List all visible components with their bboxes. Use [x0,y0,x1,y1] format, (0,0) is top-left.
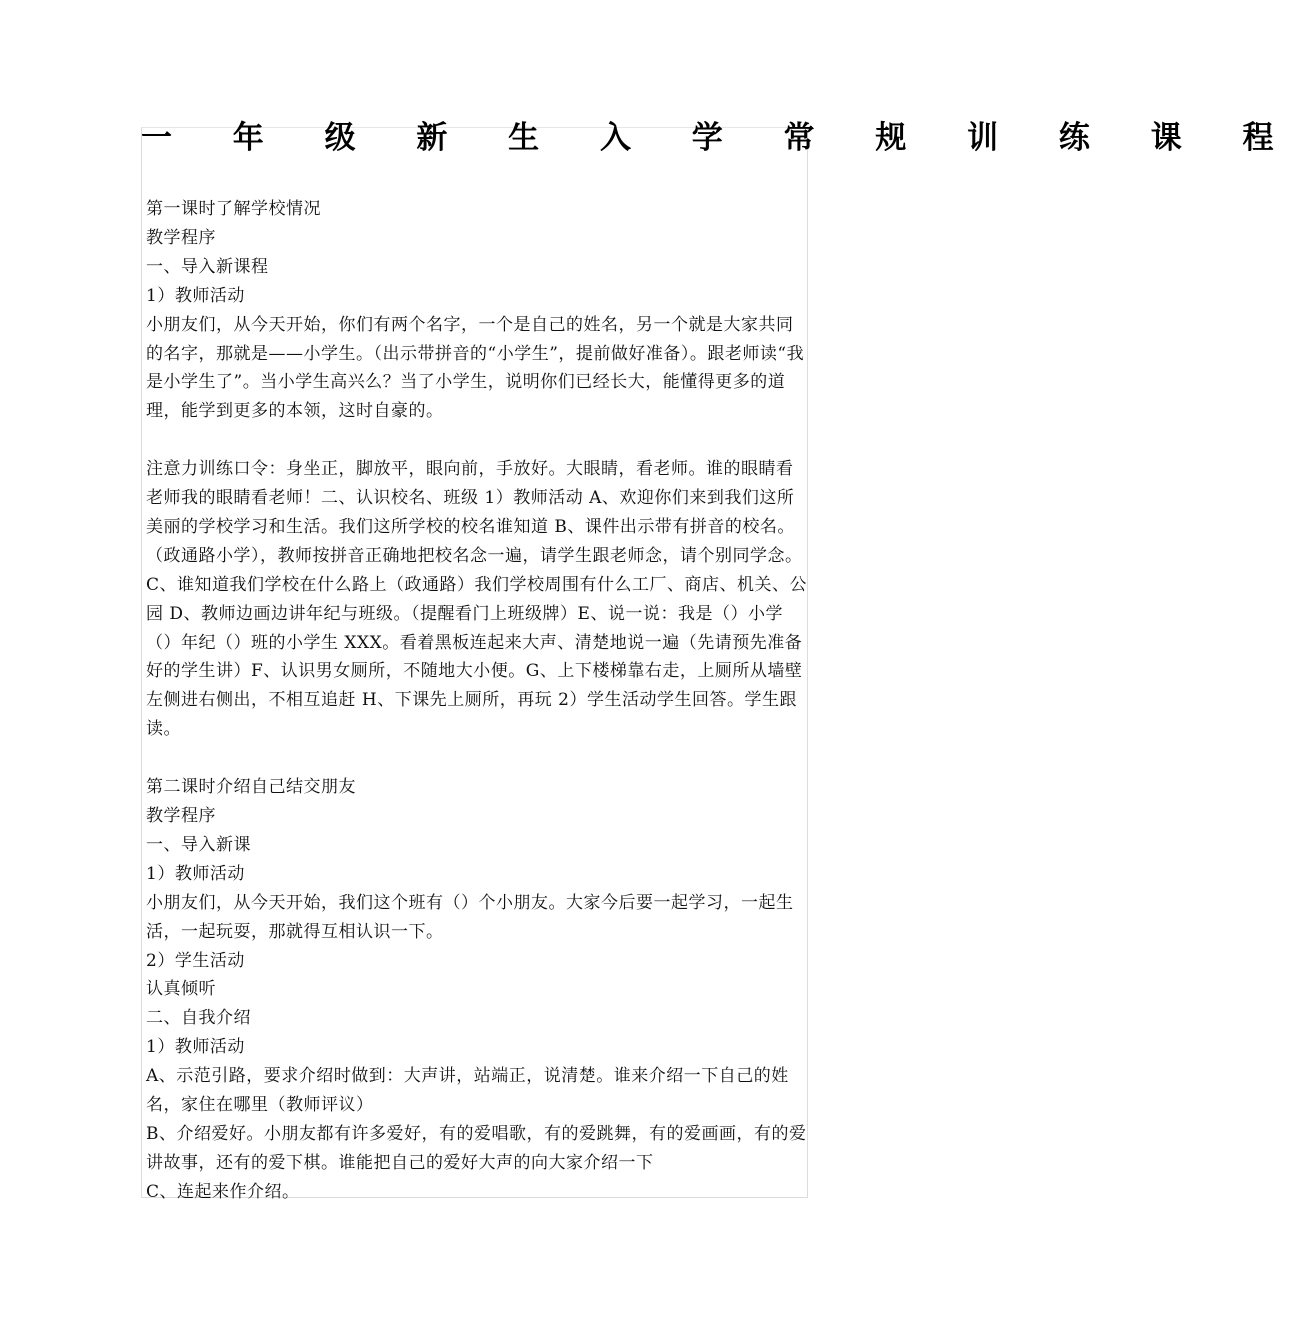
paragraph: 小朋友们，从今天开始，我们这个班有（）个小朋友。大家今后要一起学习，一起生活，一起玩耍，那就得互相认识一下。 [146,892,794,942]
document-body [146,195,808,1207]
paragraph: A、示范引路，要求介绍时做到：大声讲，站端正，说清楚。谁来介绍一下自己的姓名，家住在哪里（教师评议） [146,1066,789,1116]
paragraph: B、介绍爱好。小朋友都有许多爱好，有的爱唱歌，有的爱跳舞，有的爱画画，有的爱讲故事，还有的爱下棋。谁能把自己的爱好大声的向大家介绍一下 [146,1123,807,1173]
paragraph: 小朋友们，从今天开始，你们有两个名字，一个是自己的姓名，另一个就是大家共同的名字，那就是——小学生。（出示带拼音的“小学生”，提前做好准备）。跟老师读“我是小学生了”。当小学生高兴么？当了小学生，说明你们已经长大，能懂得更多的道理，能学到更多的本领，这时自豪的。 [146,314,805,422]
paragraph-gap [146,744,808,773]
sub-heading: 1）教师活动 [146,1037,245,1058]
paragraph: C、连起来作介绍。 [146,1181,300,1202]
lesson-1-heading: 第一课时了解学校情况 [146,199,321,219]
section-heading: 一、导入新课程 [146,256,269,277]
sub-heading: 1）教师活动 [146,863,245,884]
document-title: 一 年 级 新 生 入 学 常 规 训 练 课 程 [141,120,1299,156]
section-heading: 一、导入新课 [146,834,251,855]
paragraph-gap [146,426,808,455]
sub-heading: 2）学生活动 [146,950,245,971]
paragraph: 认真倾听 [146,979,216,1000]
sub-heading: 1）教师活动 [146,285,245,306]
teaching-procedure-label: 教学程序 [146,227,216,248]
lesson-2-heading: 第二课时介绍自己结交朋友 [146,777,356,798]
teaching-procedure-label: 教学程序 [146,806,216,826]
paragraph: 注意力训练口令：身坐正，脚放平，眼向前，手放好。大眼睛，看老师。谁的眼睛看老师我的眼睛看老师！二、认识校名、班级 1）教师活动 A、欢迎你们来到我们这所美丽的学校学习和生活。我们这所学校的校名谁知道 B、课件出示带有拼音的校名。（政通路小学），教师按拼音正确地把校名念一遍，请学生跟老师念，请个别同学念。C、谁知道我们学校在什么路上（政通路）我们学校周围有什么工厂、商店、机关、公园 D、教师边画边讲年纪与班级。（提醒看门上班级牌）E、说一说：我是（）小学（）年纪（）班的小学生 XXX。看着黑板连起来大声、清楚地说一遍（先请预先准备好的学生讲）F、认识男女厕所，不随地大小便。G、上下楼梯靠右走，上厕所从墙壁左侧进右侧出，不相互追赶 H、下课先上厕所，再玩 2）学生活动学生回答。学生跟读。 [146,459,808,740]
section-heading: 二、自我介绍 [146,1008,251,1029]
